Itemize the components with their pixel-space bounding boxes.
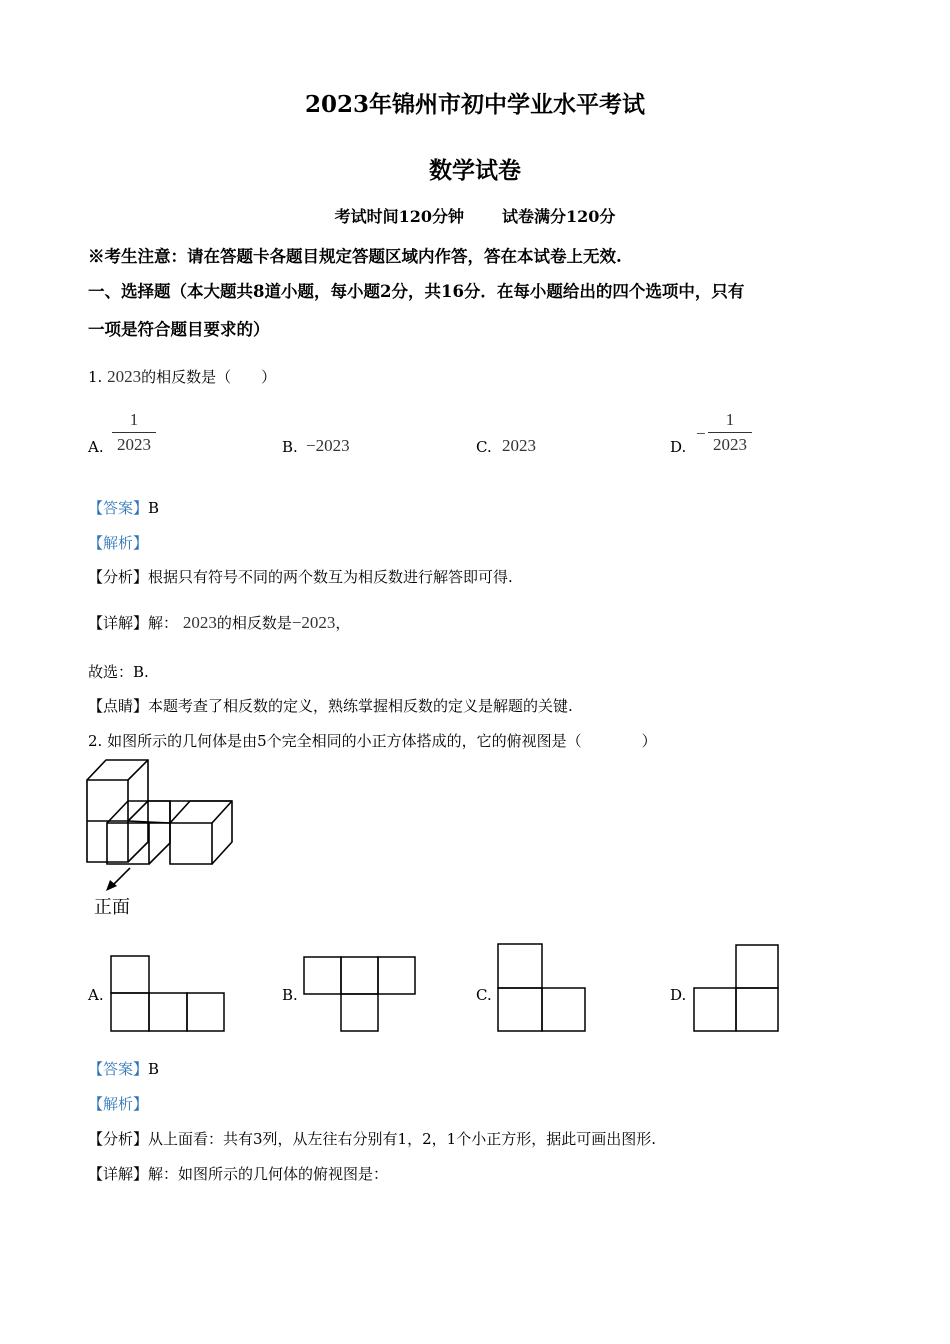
q1-option-a-numerator: 1	[129, 410, 139, 429]
q1-dianjing	[88, 695, 573, 716]
q1-number: 1.	[88, 368, 103, 386]
q1-answer-tag: 【答案】	[88, 499, 149, 517]
q1-text: 的相反数是（ ）	[141, 368, 277, 386]
q2-option-a-figure	[110, 955, 226, 1033]
q2-answer-tag: 【答案】	[88, 1060, 149, 1078]
q2-text: 如图所示的几何体是由5个完全相同的小正方体搭成的，它的俯视图是（ ）	[107, 732, 657, 750]
q2-option-d-figure	[693, 944, 781, 1033]
q1-option-b-value: −2023	[306, 436, 350, 455]
cube-front-top	[107, 801, 170, 823]
q1-fenxi	[88, 566, 513, 587]
q1-option-d-label: D.	[670, 438, 687, 456]
exam-meta	[0, 204, 950, 227]
q1-dianjing-tag: 【点睛】	[88, 697, 149, 715]
q1-detail-pre: 解：	[148, 614, 179, 632]
q2-detail-text: 解：如图所示的几何体的俯视图是：	[148, 1165, 389, 1183]
q2-number: 2.	[88, 732, 103, 750]
q1-dianjing-text: 本题考查了相反数的定义，熟练掌握相反数的定义是解题的关键.	[148, 697, 573, 715]
q1-option-d-denominator: 2023	[713, 435, 747, 454]
cube-right-edge	[212, 801, 232, 823]
q1-option-a-denominator: 2023	[117, 435, 151, 454]
q2-cube-figure	[84, 756, 240, 868]
q1-detail	[88, 612, 350, 633]
q2-option-d-label: D.	[670, 986, 687, 1004]
q1-stem	[88, 366, 276, 387]
q2-option-b-figure	[303, 956, 417, 1033]
cube-front-side	[149, 802, 170, 864]
section1-line2: 一项是符合题目要求的）	[88, 320, 270, 339]
cube-back-left-mid-edge	[128, 801, 148, 821]
q2-answer-value: B	[148, 1060, 160, 1078]
q1-option-d-sign: −	[696, 424, 706, 443]
q1-choose: 故选：B.	[88, 663, 149, 681]
q1-option-c-label: C.	[476, 438, 492, 456]
q2-analysis-tag: 【解析】	[88, 1095, 149, 1113]
q2-answer	[88, 1058, 159, 1079]
exam-time: 考试时间120分钟	[334, 207, 464, 226]
q2-fenxi	[88, 1128, 656, 1149]
q2-option-c-figure	[497, 943, 587, 1033]
section1-line1: 一、选择题（本大题共8道小题，每小题2分，共16分．在每小题给出的四个选项中，只有	[88, 282, 745, 301]
q1-detail-mid: 的相反数是	[216, 614, 292, 632]
q1-answer	[88, 497, 159, 518]
q1-option-b-label: B.	[282, 438, 298, 456]
notice: ※考生注意：请在答题卡各题目规定答题区域内作答，答在本试卷上无效.	[88, 247, 622, 266]
q1-option-a-fraction	[112, 410, 156, 455]
q1-detail-tag: 【详解】	[88, 614, 149, 632]
q1-option-d-numerator: 1	[725, 410, 735, 429]
q2-option-c-label: C.	[476, 986, 492, 1004]
cube-right-front	[170, 823, 212, 864]
q2-detail-tag: 【详解】	[88, 1165, 149, 1183]
q1-detail-expr2: −2023	[291, 613, 336, 632]
q1-option-c-value: 2023	[502, 436, 536, 455]
q1-analysis-tag: 【解析】	[88, 534, 149, 552]
q1-expr: 2023	[107, 367, 142, 386]
q2-fenxi-tag: 【分析】	[88, 1130, 149, 1148]
q2-figure-label: 正面	[94, 897, 130, 918]
cube-back-left-edge	[128, 760, 148, 780]
q1-fenxi-text: 根据只有符号不同的两个数互为相反数进行解答即可得.	[148, 568, 513, 586]
exam-subtitle: 数学试卷	[429, 157, 521, 184]
q1-fenxi-tag: 【分析】	[88, 568, 149, 586]
front-arrow-icon	[104, 866, 132, 892]
q2-detail	[88, 1163, 388, 1184]
full-score: 试卷满分120分	[502, 207, 616, 226]
q1-option-a-label: A.	[88, 438, 104, 456]
q2-fenxi-text: 从上面看：共有3列，从左往右分别有1，2，1个小正方形，据此可画出图形.	[148, 1130, 656, 1148]
q1-answer-value: B	[148, 499, 160, 517]
q2-option-a-label: A.	[88, 986, 104, 1004]
q1-option-d-fraction	[708, 410, 752, 455]
q2-option-b-label: B.	[282, 986, 298, 1004]
q1-detail-expr1: 2023	[182, 613, 217, 632]
exam-title: 2023年锦州市初中学业水平考试	[304, 91, 645, 118]
q1-detail-end: ，	[335, 614, 351, 632]
q2-stem	[88, 730, 657, 751]
